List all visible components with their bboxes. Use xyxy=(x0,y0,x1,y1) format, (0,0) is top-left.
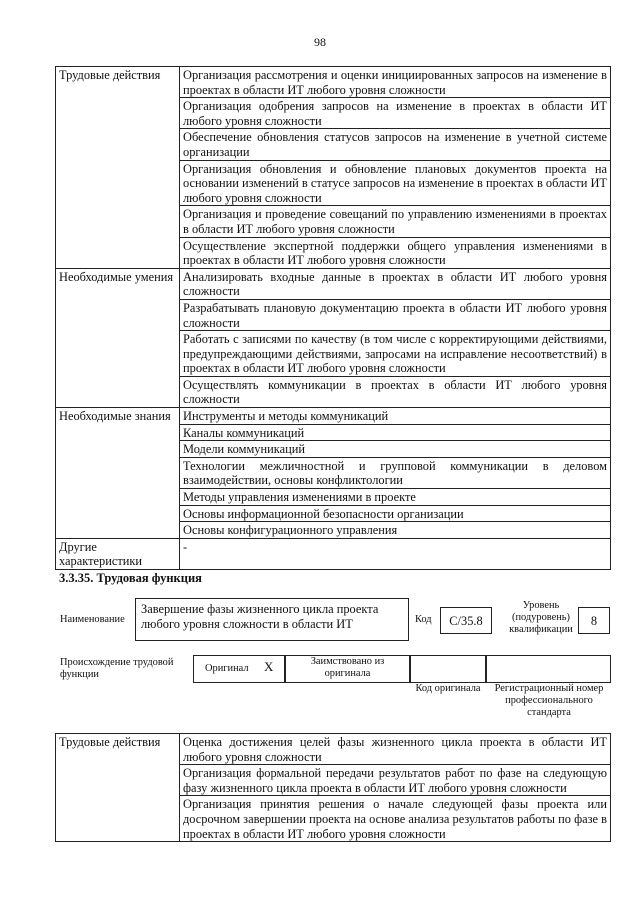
qualification-level-value: 8 xyxy=(578,607,610,634)
row-group-label: Другие характеристики xyxy=(56,538,180,569)
row-item-text: Технологии межличностной и групповой коммуникации в деловом взаимодействии, основы конфликтологии xyxy=(180,457,611,488)
qualification-level-label: Уровень (подуровень) квалификации xyxy=(509,600,573,635)
row-item-text: Разрабатывать плановую документацию проекта в области ИТ любого уровня сложности xyxy=(180,299,611,330)
work-function-table-2 xyxy=(55,733,611,842)
table-row xyxy=(56,67,611,98)
name-value: Завершение фазы жизненного цикла проекта любого уровня сложности в области ИТ xyxy=(135,598,409,641)
origin-reg-number-cell xyxy=(486,655,611,683)
row-item-text: - xyxy=(180,538,611,569)
code-value: C/35.8 xyxy=(440,607,492,634)
row-item-text: Организация обновления и обновление плановых документов проекта на основании изменений в статусе запросов на изменение в проектах в области ИТ любого уровня сложности xyxy=(180,160,611,206)
row-item-text: Обеспечение обновления статусов запросов на изменение в учетной системе организации xyxy=(180,129,611,160)
origin-label: Происхождение трудовой функции xyxy=(60,657,174,680)
origin-code-cell xyxy=(410,655,486,683)
row-item-text: Модели коммуникаций xyxy=(180,441,611,458)
row-item-text: Каналы коммуникаций xyxy=(180,424,611,441)
row-item-text: Инструменты и методы коммуникаций xyxy=(180,408,611,425)
row-item-text: Анализировать входные данные в проектах в области ИТ любого уровня сложности xyxy=(180,268,611,299)
row-item-text: Организация формальной передачи результатов работ по фазе на следующую фазу жизненного цикла проекта в области ИТ любого уровня сложности xyxy=(180,765,611,796)
row-item-text: Организация и проведение совещаний по управлению изменениями в проектах в области ИТ любого уровня сложности xyxy=(180,206,611,237)
table-row xyxy=(56,268,611,299)
row-item-text: Организация принятия решения о начале следующей фазы проекта или досрочном завершении проекта на основе анализа результатов работы по фазе в проектах в области ИТ любого уровня сложности xyxy=(180,796,611,842)
row-group-label: Трудовые действия xyxy=(56,67,180,269)
row-item-text: Оценка достижения целей фазы жизненного цикла проекта в области ИТ любого уровня сложности xyxy=(180,734,611,765)
code-label: Код xyxy=(415,614,432,625)
original-code-label: Код оригинала xyxy=(415,683,481,694)
work-function-table-1 xyxy=(55,66,611,570)
row-group-label: Необходимые умения xyxy=(56,268,180,407)
section-title: 3.3.35. Трудовая функция xyxy=(59,571,202,585)
row-group-label: Необходимые знания xyxy=(56,408,180,539)
table-row xyxy=(56,538,611,569)
row-item-text: Основы конфигурационного управления xyxy=(180,522,611,539)
row-group-label: Трудовые действия xyxy=(56,734,180,842)
table-row xyxy=(56,408,611,425)
name-label: Наименование xyxy=(60,614,125,625)
row-item-text: Работать с записями по качеству (в том числе с корректирующими действиями, предупреждающими действиями, запросами на исправление несоответствий) в проектах в области ИТ любого уровня сложности xyxy=(180,331,611,377)
row-item-text: Основы информационной безопасности организации xyxy=(180,505,611,522)
row-item-text: Осуществление экспертной поддержки общего управления изменениями в проектах в области ИТ любого уровня сложности xyxy=(180,237,611,268)
row-item-text: Организация рассмотрения и оценки инициированных запросов на изменение в проектах в области ИТ любого уровня сложности xyxy=(180,67,611,98)
borrowed-label: Заимствовано из оригинала xyxy=(310,656,385,679)
row-item-text: Организация одобрения запросов на изменение в проектах в области ИТ любого уровня сложности xyxy=(180,98,611,129)
row-item-text: Методы управления изменениями в проекте xyxy=(180,489,611,506)
original-mark: X xyxy=(264,659,274,674)
row-item-text: Осуществлять коммуникации в проектах в области ИТ любого уровня сложности xyxy=(180,376,611,407)
reg-number-label: Регистрационный номер профессионального стандарта xyxy=(494,683,604,718)
page-number: 98 xyxy=(314,35,326,49)
original-label: Оригинал xyxy=(205,663,249,674)
table-row xyxy=(56,734,611,765)
